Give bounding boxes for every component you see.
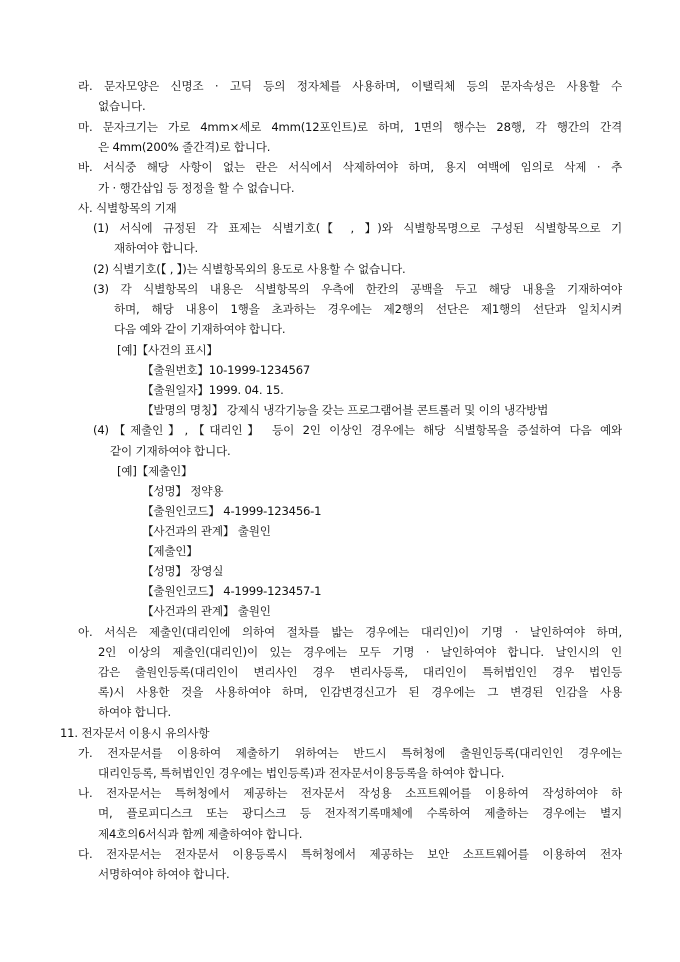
example2-line-f: 【출원인코드】 4-1999-123457-1 (142, 584, 322, 598)
example2-line-e: 【성명】 장영실 (142, 564, 224, 578)
example2-line-a: 【성명】 정약용 (142, 484, 224, 498)
item-na-line3: 제4호의6서식과 함께 제출하여야 합니다. (98, 827, 303, 841)
item-da-line2: 서명하여야 하여야 합니다. (98, 867, 230, 881)
example1-line-a: 【출원번호】10-1999-1234567 (142, 363, 311, 377)
item-s2: (2) 식별기호(【 , 】)는 식별항목외의 용도로 사용할 수 없습니다. (93, 262, 406, 276)
item-ra-line1: 라. 문자모양은 신명조 · 고딕 등의 정자체를 사용하며, 이탤릭체 등의 문자속성은 사용할 수 (78, 79, 622, 93)
item-ra-line2: 없습니다. (98, 99, 146, 113)
item-ma-line1: 마. 문자크기는 가로 4mm×세로 4mm(12포인트)로 하며, 1면의 행수는 28행, 각 행간의 간격 (78, 120, 622, 134)
item-s3-line1: (3) 각 식별항목의 내용은 식별항목의 우측에 한칸의 공백을 두고 해당 내용을 기재하여야 (93, 282, 622, 296)
item-s1-line1: (1) 서식에 규정된 각 표제는 식별기호(【 , 】)와 식별항목명으로 구성된 식별항목으로 기 (93, 221, 622, 235)
item-na-line1: 나. 전자문서는 특허청에서 제공하는 전자문서 작성용 소프트웨어를 이용하여 작성하여야 하 (78, 786, 622, 800)
item-ga-line2: 대리인등록, 특허법인인 경우에는 법인등록)과 전자문서이용등록을 하여야 합니다. (98, 766, 505, 780)
example2-line-b: 【출원인코드】 4-1999-123456-1 (142, 504, 322, 518)
item-s4-line1: (4)【제출인】,【대리인】 등이 2인 이상인 경우에는 해당 식별항목을 증설하여 다음 예와 (93, 423, 622, 437)
item-s4-line2: 같이 기재하여야 합니다. (110, 444, 231, 458)
item-na-line2: 며, 플로피디스크 또는 광디스크 등 전자적기록매체에 수록하여 제출하는 경우에는 별지 (98, 806, 622, 820)
item-a-line2: 2인 이상의 제출인(대리인)이 있는 경우에는 모두 기명 · 날인하여야 합니다. 날인시의 인 (98, 645, 622, 659)
item-sa-heading: 사. 식별항목의 기재 (78, 201, 177, 215)
section-11-heading: 11. 전자문서 이용시 유의사항 (60, 726, 210, 740)
item-s3-line3: 다음 예와 같이 기재하여야 합니다. (114, 322, 286, 336)
item-ma-line2: 은 4mm(200% 줄간격)로 합니다. (98, 140, 271, 154)
example1-line-c: 【발명의 명칭】 강제식 냉각기능을 갖는 프로그램어블 콘트롤러 및 이의 냉각방법 (142, 403, 549, 417)
item-s3-line2: 하며, 해당 내용이 1행을 초과하는 경우에는 제2행의 선단은 제1행의 선단과 일치시켜 (114, 302, 622, 316)
item-ba-line2: 가 · 행간삽입 등 정정을 할 수 없습니다. (98, 181, 295, 195)
item-a-line5: 하여야 합니다. (98, 705, 171, 719)
item-ba-line1: 바. 서식중 해당 사항이 없는 란은 서식에서 삭제하여야 하며, 용지 여백에 임의로 삭제 · 추 (78, 160, 622, 174)
example2-line-g: 【사건과의 관계】 출원인 (142, 604, 271, 618)
example2-line-c: 【사건과의 관계】 출원인 (142, 524, 271, 538)
example2-heading: [예]【제출인】 (117, 464, 193, 478)
item-s1-line2: 재하여야 합니다. (114, 241, 198, 255)
item-a-line3: 감은 출원인등록(대리인이 변리사인 경우 변리사등록, 대리인이 특허법인인 경우 법인등 (98, 665, 622, 679)
item-a-line4: 록)시 사용한 것을 사용하여야 하며, 인감변경신고가 된 경우에는 그 변경된 인감을 사용 (98, 685, 622, 699)
example1-heading: [예]【사건의 표시】 (117, 343, 218, 357)
item-a-line1: 아. 서식은 제출인(대리인에 의하여 절차를 밟는 경우에는 대리인)이 기명 · 날인하여야 하며, (78, 625, 622, 639)
item-da-line1: 다. 전자문서는 전자문서 이용등록시 특허청에서 제공하는 보안 소프트웨어를 이용하여 전자 (78, 847, 622, 861)
example1-line-b: 【출원일자】1999. 04. 15. (142, 383, 284, 397)
item-ga-line1: 가. 전자문서를 이용하여 제출하기 위하여는 반드시 특허청에 출원인등록(대리인인 경우에는 (78, 746, 622, 760)
example2-line-d: 【제출인】 (142, 544, 198, 558)
